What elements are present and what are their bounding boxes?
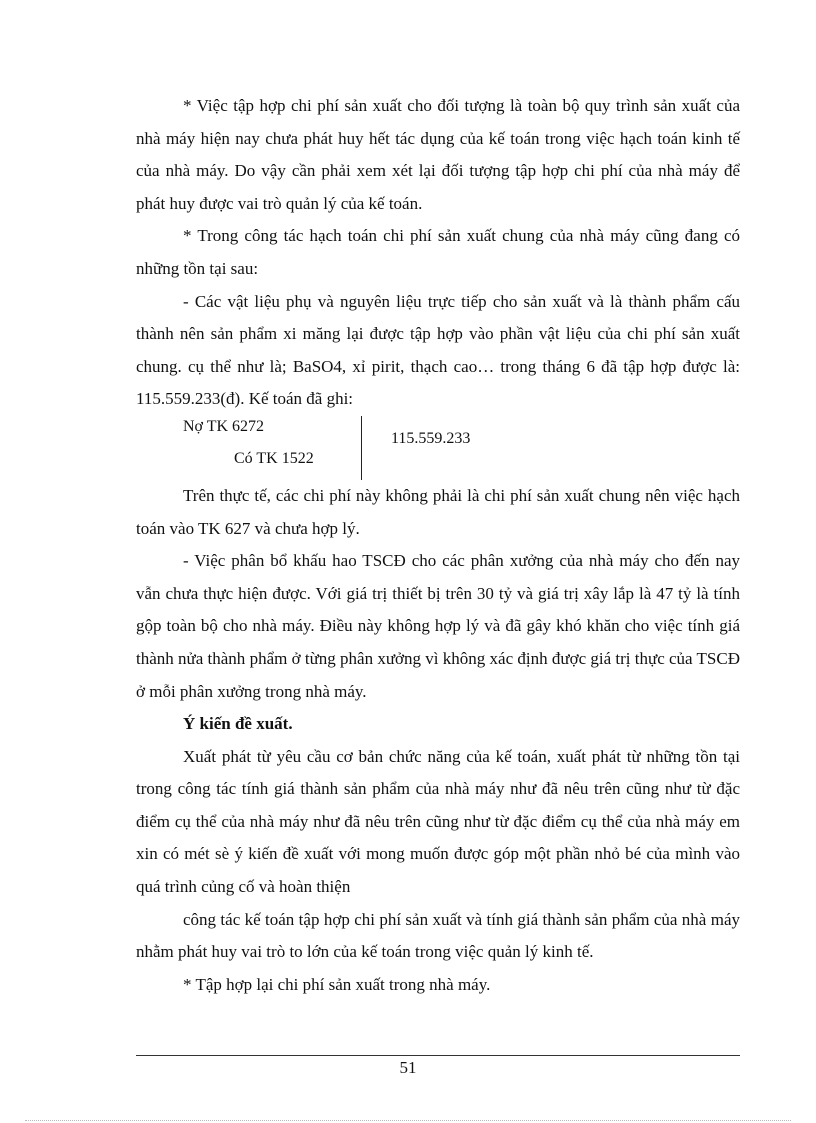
- page-number: 51: [399, 1058, 417, 1077]
- section-heading: Ý kiến đề xuất.: [183, 714, 293, 734]
- entry-amount: 115.559.233: [391, 429, 471, 447]
- paragraph-6: Xuất phát từ yêu cầu cơ bản chức năng của kế toán, xuất phát từ những tồn tại trong công tác tính giá thành sản phẩm của nhà máy như đã nêu trên cũng như từ đặc điểm cụ thể của nhà máy như đã nêu trên cũng như từ đặc điểm cụ thể của nhà máy em xin có mét sè ý kiến đề xuất với mong muốn được góp một phần nhỏ bé của mình vào quá trình củng cố và hoàn thiện: [136, 746, 740, 897]
- debit-account: Nợ TK 6272: [183, 417, 265, 435]
- paragraph-8: * Tập hợp lại chi phí sản xuất trong nhà máy.: [183, 974, 491, 994]
- body-text: [136, 90, 740, 1001]
- paragraph-4: Trên thực tế, các chi phí này không phải là chi phí sản xuất chung nên việc hạch toán vào TK 627 và chưa hợp lý.: [136, 485, 740, 538]
- paragraph-3: - Các vật liệu phụ và nguyên liệu trực tiếp cho sản xuất và là thành phẩm cấu thành nên sản phẩm xi măng lại được tập hợp vào phần vật liệu của chi phí sản xuất chung. cụ thể như là; BaSO4, xỉ pirit, thạch cao… trong tháng 6 đã tập hợp được là: 115.559.233(đ). Kế toán đã ghi:: [136, 291, 740, 409]
- page-bottom-border: [25, 1120, 791, 1121]
- credit-account: Có TK 1522: [234, 449, 314, 467]
- paragraph-1: * Việc tập hợp chi phí sản xuất cho đối tượng là toàn bộ quy trình sản xuất của nhà máy hiện nay chưa phát huy hết tác dụng của kế toán trong việc hạch toán kinh tế của nhà máy. Do vậy cần phải xem xét lại đối tượng tập hợp chi phí của nhà máy để phát huy được vai trò quản lý của kế toán.: [136, 96, 740, 213]
- paragraph-2: * Trong công tác hạch toán chi phí sản xuất chung của nhà máy cũng đang có những tồn tại sau:: [136, 226, 740, 278]
- paragraph-7: công tác kế toán tập hợp chi phí sản xuất và tính giá thành sản phẩm của nhà máy nhằm phát huy vai trò to lớn của kế toán trong việc quản lý kinh tế.: [136, 909, 740, 962]
- entry-divider: [361, 416, 362, 480]
- journal-entry: [136, 416, 740, 480]
- paragraph-5: - Việc phân bổ khấu hao TSCĐ cho các phân xưởng của nhà máy cho đến nay vẫn chưa thực hiện được. Với giá trị thiết bị trên 30 tỷ và giá trị xây lắp là 47 tỷ là tính gộp toàn bộ cho nhà máy. Điều này không hợp lý và đã gây khó khăn cho việc tính giá thành nửa thành phẩm ở từng phân xưởng vì không xác định được giá trị thực của TSCĐ ở mỗi phân xưởng trong nhà máy.: [136, 551, 740, 701]
- footer-rule: [136, 1055, 740, 1056]
